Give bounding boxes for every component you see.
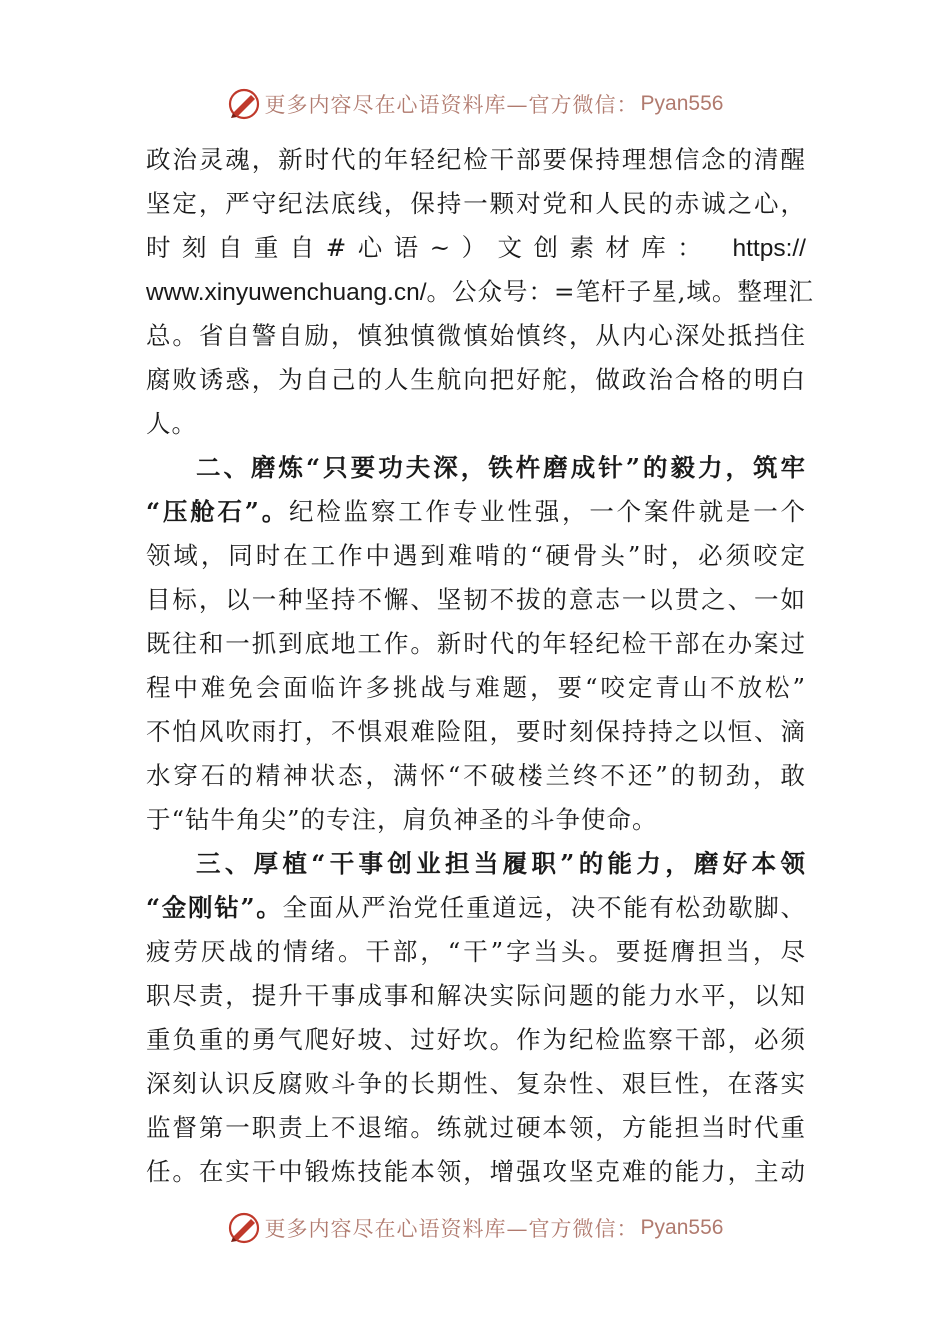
banner-text: 更多内容尽在心语资料库—官方微信：: [264, 1217, 639, 1241]
document-body: [146, 138, 814, 1194]
pen-logo-icon: [227, 87, 261, 121]
text-segment: 。公众号：=笔杆子星,域。整理汇: [426, 277, 814, 306]
text-line: 职尽责，提升干事成事和解决实际问题的能力水平，以知: [146, 981, 806, 1010]
pen-logo-icon: [227, 1211, 261, 1245]
header-banner: [0, 84, 950, 124]
text-line: [146, 490, 806, 534]
text-segment: 纪检监察工作专业性强，一个案件就是一个: [289, 497, 806, 526]
text-line: 既往和一抓到底地工作。新时代的年轻纪检干部在办案过: [146, 629, 806, 658]
section-heading-2-cont: “压舱石”。: [146, 497, 290, 526]
url-text: www.xinyuwenchuang.cn/: [146, 279, 427, 306]
text-line: 程中难免会面临许多挑战与难题，要“咬定青山不放松”: [146, 673, 806, 702]
text-line: 于“钻牛角尖”的专注，肩负神圣的斗争使命。: [146, 805, 658, 834]
text-line: [146, 270, 814, 314]
text-line: 深刻认识反腐败斗争的长期性、复杂性、艰巨性，在落实: [146, 1069, 806, 1098]
footer-banner: [0, 1208, 950, 1248]
text-line: 人。: [146, 409, 197, 438]
section-heading-3-cont: “金刚钻”。: [146, 893, 283, 922]
text-line: 腐败诱惑，为自己的人生航向把好舵，做政治合格的明白: [146, 365, 806, 394]
text-line: 政治灵魂，新时代的年轻纪检干部要保持理想信念的清醒: [146, 145, 806, 174]
text-line: [146, 886, 806, 930]
text-line: 领域，同时在工作中遇到难啃的“硬骨头”时，必须咬定: [146, 541, 806, 570]
banner-wechat-id: Pyan556: [640, 92, 724, 115]
banner-wechat-id: Pyan556: [640, 1216, 724, 1239]
text-segment: 时刻自重自#心语~）文创素材库：: [146, 233, 714, 262]
text-line: [146, 226, 806, 270]
text-segment: 全面从严治党任重道远，决不能有松劲歇脚、: [282, 893, 807, 922]
url-fragment: https://: [732, 235, 806, 262]
text-line: 重负重的勇气爬好坡、过好坎。作为纪检监察干部，必须: [146, 1025, 806, 1054]
text-line: 任。在实干中锻炼技能本领，增强攻坚克难的能力，主动: [146, 1157, 806, 1186]
text-line: 坚定，严守纪法底线，保持一颗对党和人民的赤诚之心，: [146, 189, 806, 218]
text-line: 目标，以一种坚持不懈、坚韧不拔的意志一以贯之、一如: [146, 585, 806, 614]
text-line: 水穿石的精神状态，满怀“不破楼兰终不还”的韧劲，敢: [146, 761, 806, 790]
banner-text: 更多内容尽在心语资料库—官方微信：: [264, 93, 639, 117]
section-heading-3: 三、厚植“干事创业担当履职”的能力，磨好本领: [196, 849, 806, 878]
text-line: 不怕风吹雨打，不惧艰难险阻，要时刻保持持之以恒、滴: [146, 717, 806, 746]
text-line: 总。省自警自励，慎独慎微慎始慎终，从内心深处抵挡住: [146, 321, 806, 350]
text-line: 疲劳厌战的情绪。干部，“干”字当头。要挺膺担当，尽: [146, 937, 806, 966]
section-heading-2: 二、磨炼“只要功夫深，铁杵磨成针”的毅力，筑牢: [196, 453, 806, 482]
text-line: 监督第一职责上不退缩。练就过硬本领，方能担当时代重: [146, 1113, 806, 1142]
